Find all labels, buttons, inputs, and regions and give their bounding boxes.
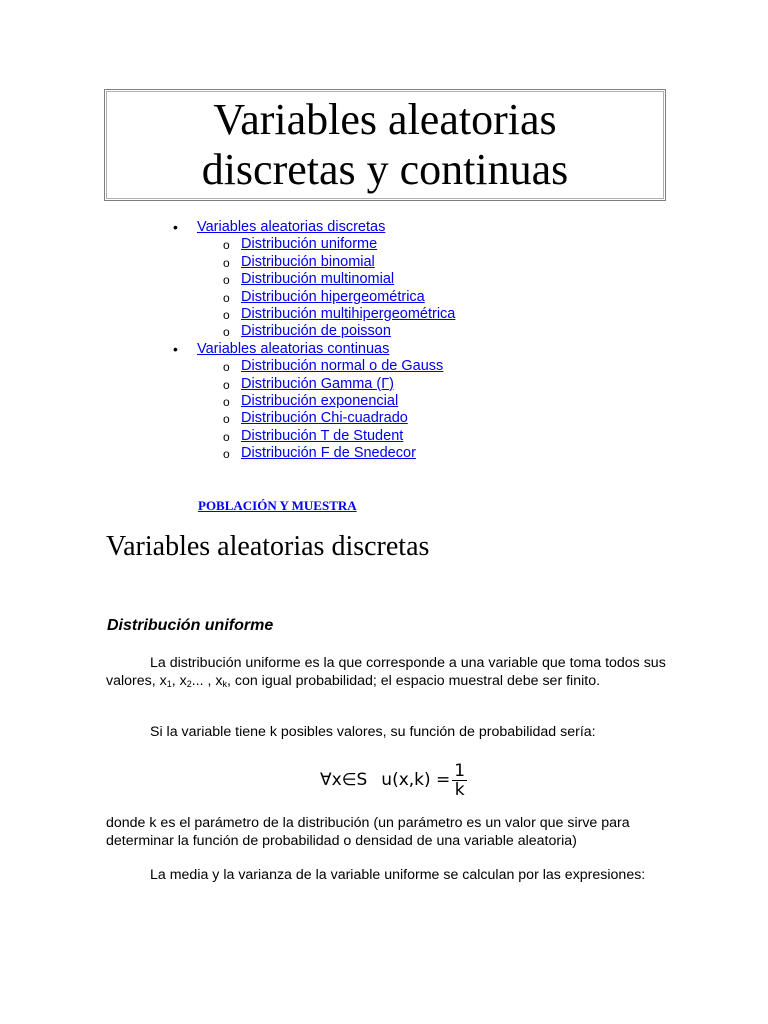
formula-function: u(x,k) = <box>381 770 451 790</box>
uniform-formula <box>320 760 467 800</box>
poblacion-muestra-link[interactable]: POBLACIÓN Y MUESTRA <box>198 498 357 513</box>
toc-link-continuas[interactable]: Variables aleatorias continuas <box>197 340 390 357</box>
section-heading: Variables aleatorias discretas <box>106 531 430 562</box>
toc-link-multinomial[interactable]: Distribución multinomial <box>241 271 395 288</box>
formula-quantifier: ∀x∈S <box>320 770 368 790</box>
toc-link-f-snedecor[interactable]: Distribución F de Snedecor <box>241 445 416 462</box>
toc-link-binomial[interactable]: Distribución binomial <box>241 253 375 270</box>
toc-group-continuas <box>170 341 455 463</box>
page-title: Variables aleatorias discretas y continuas <box>201 95 569 194</box>
toc-link-normal[interactable]: Distribución normal o de Gauss <box>241 358 444 375</box>
toc-link-t-student[interactable]: Distribución T de Student <box>241 427 404 444</box>
paragraph-media-varianza: La media y la varianza de la variable uniforme se calculan por las expresiones: <box>150 867 646 883</box>
paragraph-parameter: donde k es el parámetro de la distribución (un parámetro es un valor que sirve para determinar la función de probabilidad o densidad de una variable aleatoria) <box>106 815 630 849</box>
paragraph-probability-function: Si la variable tiene k posibles valores, su función de probabilidad sería: <box>150 724 596 740</box>
paragraph-uniforme-intro: La distribución uniforme es la que corresponde a una variable que toma todos sus valores, $x_1$, $x_2$... , $x_k$, con igual probabilidad; el espacio muestral debe ser finito. <box>106 655 666 689</box>
table-of-contents <box>170 219 455 463</box>
title-box <box>104 89 666 201</box>
toc-link-discretas[interactable]: Variables aleatorias discretas <box>197 219 386 235</box>
subsection-heading: Distribución uniforme <box>107 617 274 634</box>
toc-link-gamma[interactable]: Distribución Gamma (Γ) <box>241 375 395 392</box>
toc-link-uniforme[interactable]: Distribución uniforme <box>241 236 378 253</box>
toc-link-exponencial[interactable]: Distribución exponencial <box>241 393 399 410</box>
toc-link-chi-cuadrado[interactable]: Distribución Chi-cuadrado <box>241 410 408 427</box>
formula-fraction: $\frac{1}{k}$ <box>454 760 466 800</box>
toc-link-multihipergeometrica[interactable]: Distribución multihipergeométrica <box>241 306 456 323</box>
toc-link-hipergeometrica[interactable]: Distribución hipergeométrica <box>241 288 425 305</box>
toc-link-poisson[interactable]: Distribución de poisson <box>241 323 391 340</box>
toc-group-discretas <box>170 219 455 341</box>
